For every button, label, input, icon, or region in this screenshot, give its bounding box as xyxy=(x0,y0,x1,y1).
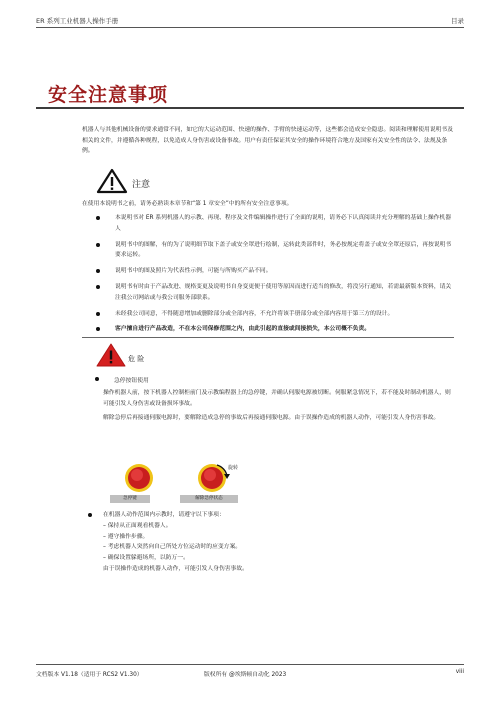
page-footer xyxy=(36,664,464,678)
teach-item: – 考虑机器人突然向自己所处方位运动时的应变方案。 xyxy=(103,544,242,551)
danger-paragraph-1: 操作机器人前，按下机器人控制柜前门及示教编程器上的急停键，并确认伺服电源被切断。伺服紧急情况下，若不能及时制动机器人，则可能引发人身伤害或设备损坏事故。 xyxy=(103,390,451,407)
warning-triangle-icon xyxy=(96,168,128,194)
danger-heading xyxy=(96,343,216,369)
danger-triangle-icon xyxy=(96,343,126,367)
note-item: 客户擅自进行产品改造，不在本公司保修范围之内，由此引起的直接或间接损失，本公司概不负责。 xyxy=(82,324,454,338)
estop-button-icon xyxy=(124,462,154,494)
estop-button-figure xyxy=(124,462,154,498)
note-item: 本说明书对 ER 系列机器人的示教、再现、程序及文件编辑操作进行了全面的说明，请务必下认真阅读并充分理解的基础上操作机器人 xyxy=(82,213,454,235)
page-header xyxy=(36,14,464,28)
note-lead: 在使用本说明书之前，请务必熟读本章节和“第 1 章安全”中的所有安全注意事项。 xyxy=(82,201,293,207)
teach-item: – 遵守操作步骤。 xyxy=(103,533,149,540)
title-divider xyxy=(36,107,464,109)
note-list xyxy=(82,213,454,343)
header-section: 目录 xyxy=(451,17,464,25)
note-item: 未经我公司同意，不得随意增加或删除部分或全部内容，不允许将该手册部分或全部内容用于第三方的设计。 xyxy=(82,309,454,320)
note-item: 说明书中的图解，有的为了说明细节取下盖子或安全罩进行绘制，运转此类部件时，务必按规定将盖子或安全罩还原后，再按说明书要求运转。 xyxy=(82,240,454,262)
note-label: 注意 xyxy=(132,180,151,190)
teach-lead: 在机器人动作范围内示教时，请遵守以下事项： xyxy=(103,510,453,521)
note-item: 说明书有时由于产品改进、规格变更及说明书自身变更便于使用等原因而进行适当的修改，将没另行通知，若需最新版本资料，请关注我公司网站或与我公司服务部联系。 xyxy=(82,282,454,304)
teach-item: – 保持从正面观看机器人。 xyxy=(103,522,172,529)
intro-paragraph: 机器人与其他机械设备的要求通常不同，如它的大运动范围、快速的操作、手臂的快速运动等，这些都会造成安全隐患。阅读和理解使用说明书及相关的文件，并遵循各种规程，以免造成人身伤害或设备事故。用户有责任保证其安全的操作环境符合地方及国家有关安全性的法令、法规及条例。 xyxy=(82,127,454,154)
estop-caption: 急停键 xyxy=(110,495,150,503)
page-title: 安全注意事项 xyxy=(48,84,169,106)
danger-paragraph-2: 解除急停后再接通伺服电源时，要解除造成急停的事故后再接通伺服电源。由于误操作造成的机器人动作，可能引发人身伤害事故。 xyxy=(103,415,440,421)
teach-precautions xyxy=(103,510,453,575)
rotate-label: 旋转 xyxy=(228,465,239,471)
header-manual-title: ER 系列工业机器人操作手册 xyxy=(36,17,119,25)
teach-closing: 由于误操作造成的机器人动作，可能引发人身伤害事故。 xyxy=(103,565,248,572)
note-heading xyxy=(96,168,216,196)
estop-release-caption: 解除急停状态 xyxy=(180,495,238,503)
danger-label: 危 险 xyxy=(128,355,145,363)
note-item: 说明书中的图及照片为代表性示例，可能与所购买产品不同。 xyxy=(82,266,454,277)
footer-copyright: 版权所有 @埃斯顿自动化 2023 xyxy=(204,672,287,678)
teach-item: – 确保设置躲避场所，以防万一。 xyxy=(103,555,189,562)
estop-subtitle: 急停按钮使用 xyxy=(96,375,149,384)
footer-doc-version: 文档版本 V1.18（适用于 RCS2 V1.30） xyxy=(36,672,143,678)
footer-page-number: viii xyxy=(455,669,464,675)
